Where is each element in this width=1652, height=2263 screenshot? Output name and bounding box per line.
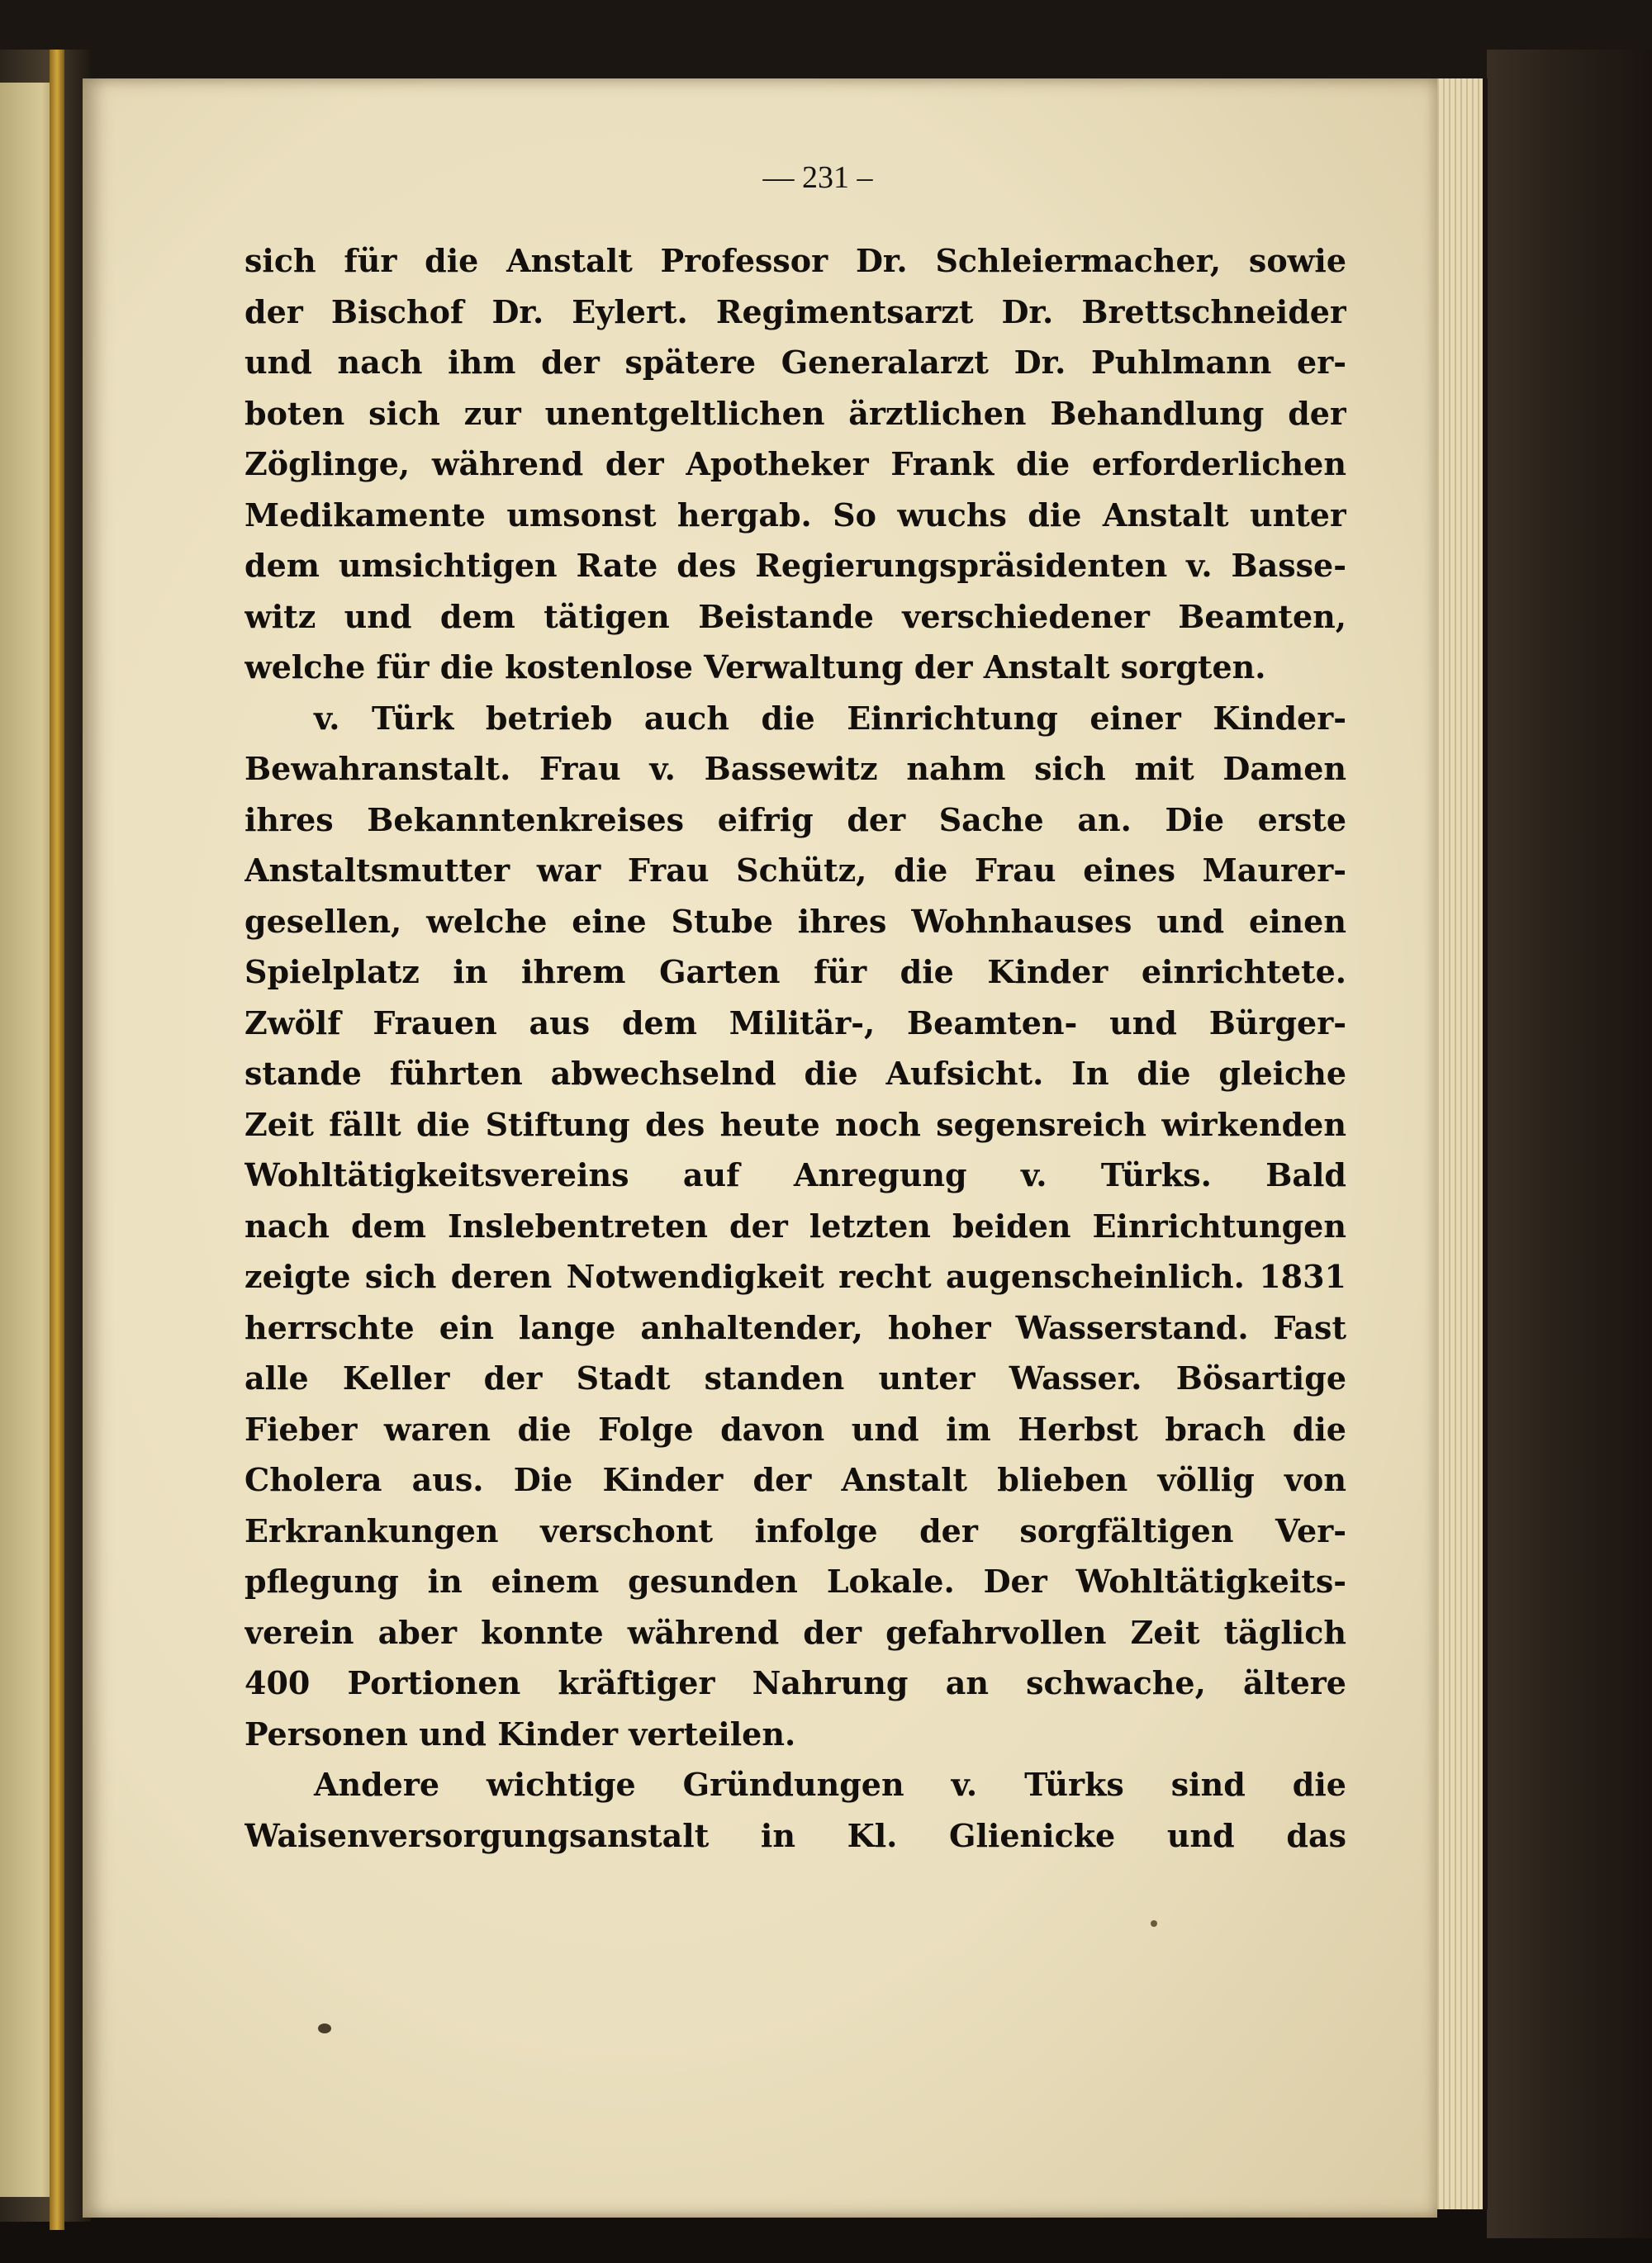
bookmark-ribbon: [50, 50, 64, 2230]
text-line: 400 Portionen kräftiger Nahrung an schwache, ältere: [244, 1664, 1346, 1701]
text-line: stande führten abwechselnd die Aufsicht. In die gleiche: [244, 1055, 1346, 1092]
text-line: herrschte ein lange anhaltender, hoher Wasserstand. Fast: [244, 1308, 1346, 1346]
text-line: nach dem Inslebentreten der letzten beiden Einrichtungen: [244, 1207, 1346, 1245]
text-line: alle Keller der Stadt standen unter Wasser. Bösartige: [244, 1359, 1346, 1397]
text-line: v. Türk betrieb auch die Einrichtung einer Kinder-: [314, 699, 1346, 737]
text-line: dem umsichtigen Rate des Regierungspräsidenten v. Basse-: [244, 547, 1346, 584]
page-number: — 231 –: [762, 160, 873, 195]
text-line: pflegung in einem gesunden Lokale. Der Wohltätigkeits-: [244, 1563, 1346, 1600]
text-line: witz und dem tätigen Beistande verschiedener Beamten,: [244, 597, 1346, 635]
text-line: der Bischof Dr. Eylert. Regimentsarzt Dr. Brettschneider: [244, 292, 1346, 330]
text-line: Personen und Kinder verteilen.: [244, 1715, 796, 1753]
text-line: Andere wichtige Gründungen v. Türks sind die: [314, 1766, 1346, 1803]
ink-blot: [318, 2023, 331, 2033]
text-line: Waisenversorgungsanstalt in Kl. Glienicke und das: [244, 1816, 1346, 1854]
text-line: gesellen, welche eine Stube ihres Wohnhauses und einen: [244, 902, 1346, 940]
book-page: [83, 78, 1437, 2218]
text-line: Spielplatz in ihrem Garten für die Kinder einrichtete.: [244, 953, 1346, 990]
text-line: Anstaltsmutter war Frau Schütz, die Frau eines Maurer-: [244, 852, 1346, 889]
text-line: Bewahranstalt. Frau v. Bassewitz nahm sich mit Damen: [244, 750, 1346, 787]
text-line: Zwölf Frauen aus dem Militär-, Beamten- und Bürger-: [244, 1003, 1346, 1041]
paragraph-1: [244, 235, 1346, 693]
text-line: zeigte sich deren Notwendigkeit recht augenscheinlich. 1831: [244, 1258, 1346, 1295]
text-line: Erkrankungen verschont infolge der sorgfältigen Ver-: [244, 1511, 1346, 1549]
text-line: Zöglinge, während der Apotheker Frank die erforderlichen: [244, 445, 1346, 482]
text-line: boten sich zur unentgeltlichen ärztlichen Behandlung der: [244, 394, 1346, 432]
text-line: welche für die kostenlose Verwaltung der Anstalt sorgten.: [244, 648, 1266, 686]
text-line: Zeit fällt die Stiftung des heute noch segensreich wirkenden: [244, 1105, 1346, 1143]
text-line: Cholera aus. Die Kinder der Anstalt blieben völlig von: [244, 1461, 1346, 1498]
book-cover-right: [1487, 50, 1652, 2238]
text-line: sich für die Anstalt Professor Dr. Schleiermacher, sowie: [244, 242, 1346, 279]
text-line: und nach ihm der spätere Generalarzt Dr. Puhlmann er-: [244, 344, 1346, 381]
text-line: Medikamente umsonst hergab. So wuchs die Anstalt unter: [244, 496, 1346, 534]
body-text: [244, 235, 1346, 1861]
paper-speck: [1151, 1920, 1157, 1927]
text-line: ihres Bekanntenkreises eifrig der Sache an. Die erste: [244, 800, 1346, 838]
paragraph-3: [244, 1759, 1346, 1861]
text-line: Wohltätigkeitsvereins auf Anregung v. Türks. Bald: [244, 1156, 1346, 1193]
paragraph-2: [244, 693, 1346, 1760]
text-line: verein aber konnte während der gefahrvollen Zeit täglich: [244, 1613, 1346, 1651]
text-line: Fieber waren die Folge davon und im Herbst brach die: [244, 1410, 1346, 1448]
